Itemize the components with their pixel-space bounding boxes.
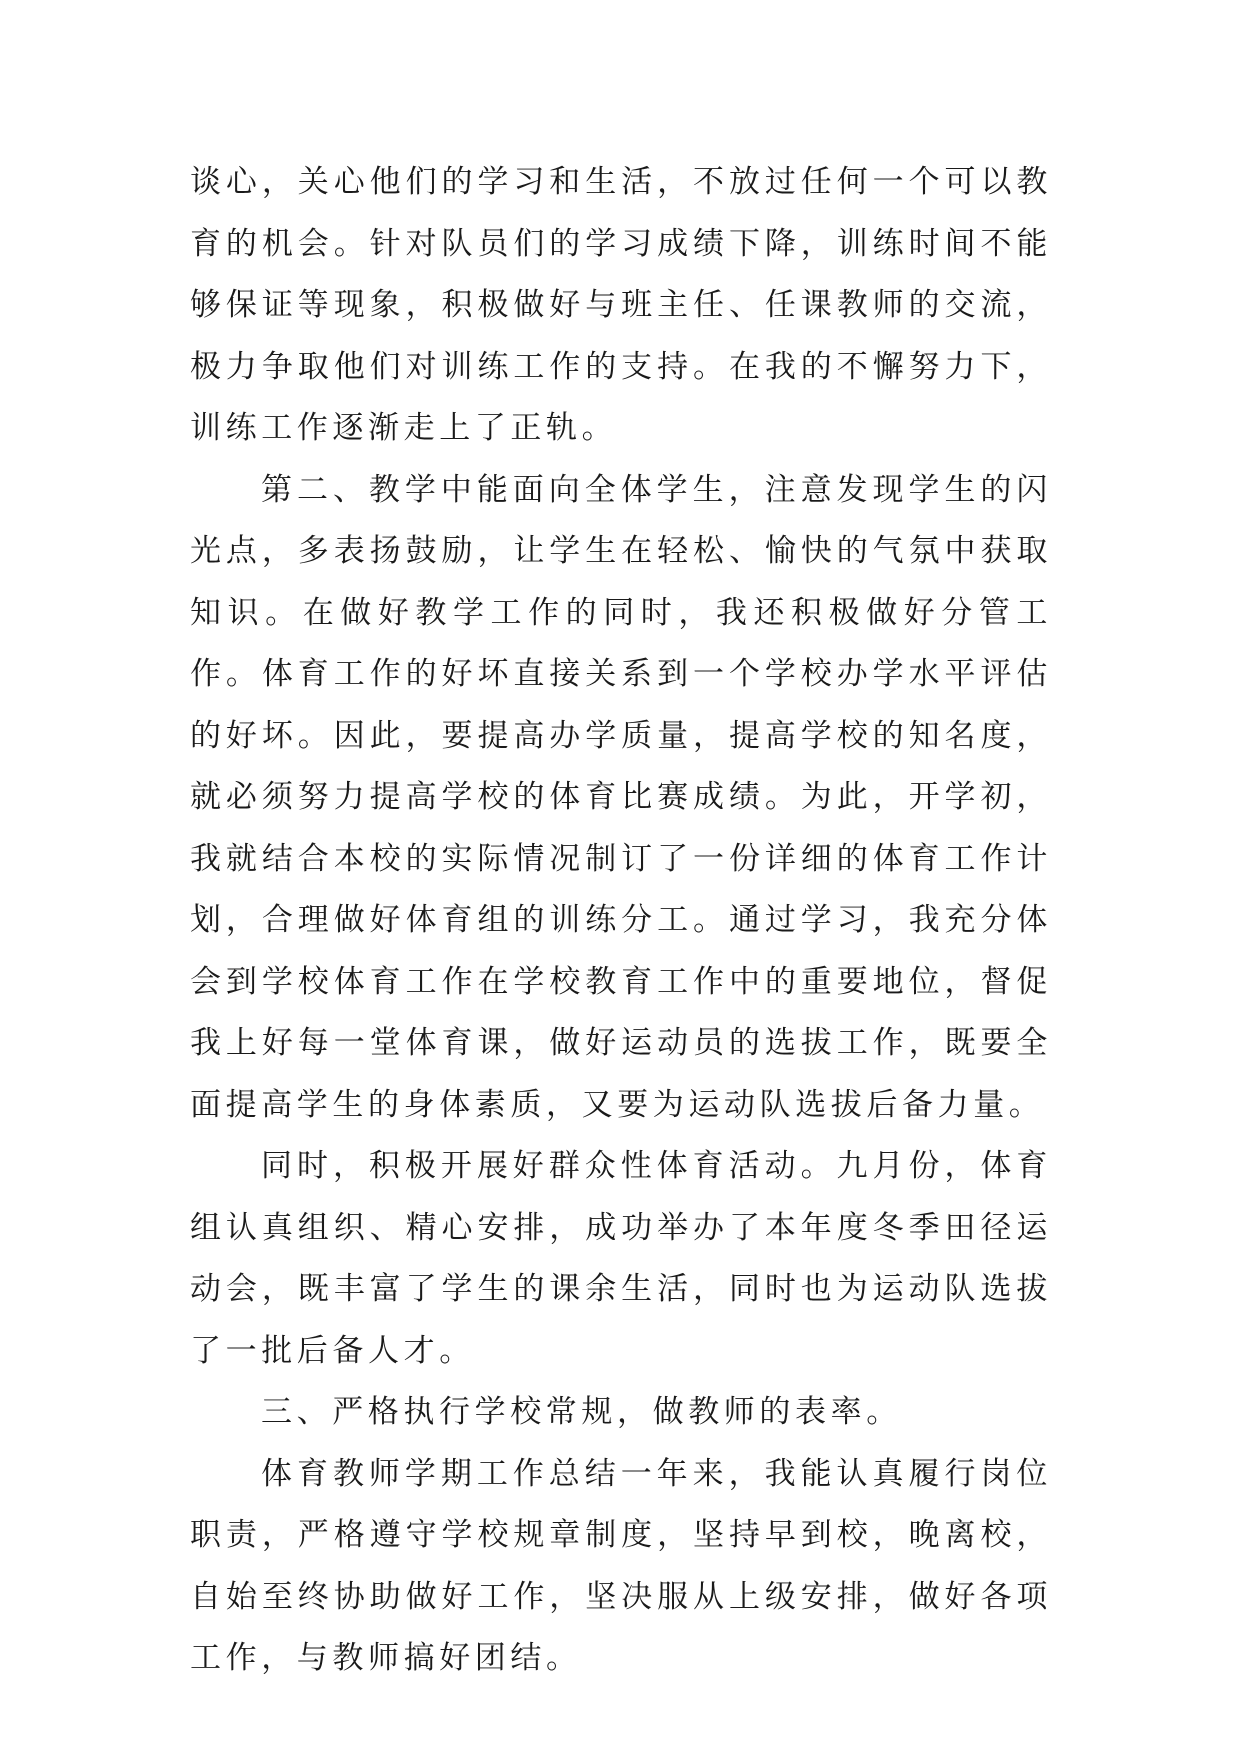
document-body xyxy=(190,152,1052,1690)
paragraph-5: 体育教师学期工作总结一年来，我能认真履行岗位职责，严格遵守学校规章制度，坚持早到校，晚离校，自始至终协助做好工作，坚决服从上级安排，做好各项工作，与教师搞好团结。 xyxy=(190,1455,1052,1676)
paragraph-1: 谈心，关心他们的学习和生活，不放过任何一个可以教育的机会。针对队员们的学习成绩下降，训练时间不能够保证等现象，积极做好与班主任、任课教师的交流，极力争取他们对训练工作的支持。在我的不懈努力下，训练工作逐渐走上了正轨。 xyxy=(190,164,1052,446)
paragraph-4: 三、严格执行学校常规，做教师的表率。 xyxy=(261,1394,902,1430)
paragraph-3: 同时，积极开展好群众性体育活动。九月份，体育组认真组织、精心安排，成功举办了本年度冬季田径运动会，既丰富了学生的课余生活，同时也为运动队选拔了一批后备人才。 xyxy=(190,1148,1052,1369)
paragraph-2: 第二、教学中能面向全体学生，注意发现学生的闪光点，多表扬鼓励，让学生在轻松、愉快的气氛中获取知识。在做好教学工作的同时，我还积极做好分管工作。体育工作的好坏直接关系到一个学校办学水平评估的好坏。因此，要提高办学质量，提高学校的知名度，就必须努力提高学校的体育比赛成绩。为此，开学初，我就结合本校的实际情况制订了一份详细的体育工作计划，合理做好体育组的训练分工。通过学习，我充分体会到学校体育工作在学校教育工作中的重要地位，督促我上好每一堂体育课，做好运动员的选拔工作，既要全面提高学生的身体素质，又要为运动队选拔后备力量。 xyxy=(190,471,1052,1123)
